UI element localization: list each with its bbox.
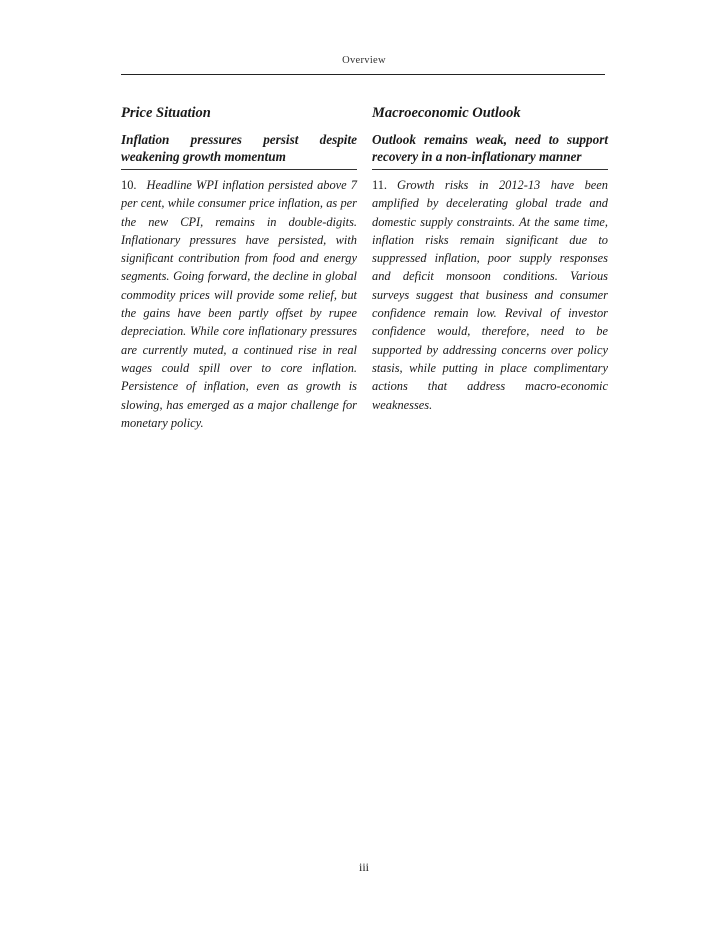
paragraph-number: 10. [121, 178, 137, 192]
page-number: iii [358, 860, 369, 874]
subtitle-rule [121, 169, 357, 170]
paragraph-11 [372, 176, 608, 414]
paragraph-10 [121, 176, 357, 432]
section-subtitle-outlook: Outlook remains weak, need to support recovery in a non-inflationary manner [372, 132, 608, 164]
paragraph-text: Headline WPI inflation persisted above 7 per cent, while consumer price inflation, as per the new CPI, remains in double-digits. Inflationary pressures have persisted, with significant contribution from food and energy segments. Going forward, the decline in global commodity prices will provide some relief, but the gains have been partly offset by rupee depreciation. While core inflationary pressures are currently muted, a continued rise in real wages could spill over to core inflation. Persistence of inflation, even as growth is slowing, has emerged as a major challenge for monetary policy. [121, 178, 357, 430]
paragraph-number: 11. [372, 178, 388, 192]
section-title-price-situation: Price Situation [121, 105, 211, 121]
section-subtitle-inflation: Inflation pressures persist despite weakening growth momentum [121, 132, 357, 164]
running-header: Overview [342, 55, 386, 66]
subtitle-rule [372, 169, 608, 170]
left-column [121, 104, 357, 432]
paragraph-text: Growth risks in 2012-13 have been amplified by decelerating global trade and domestic supply constraints. At the same time, inflation risks remain significant due to suppressed inflation, poor supply responses and deficit monsoon conditions. Various surveys suggest that business and consumer confidence remain low. Revival of investor confidence would, therefore, need to be supported by addressing concerns over policy stasis, while putting in place complimentary actions that address macro-economic weaknesses. [372, 178, 608, 412]
section-title-macro-outlook: Macroeconomic Outlook [372, 105, 521, 121]
header-rule [121, 74, 605, 75]
right-column [372, 104, 608, 414]
